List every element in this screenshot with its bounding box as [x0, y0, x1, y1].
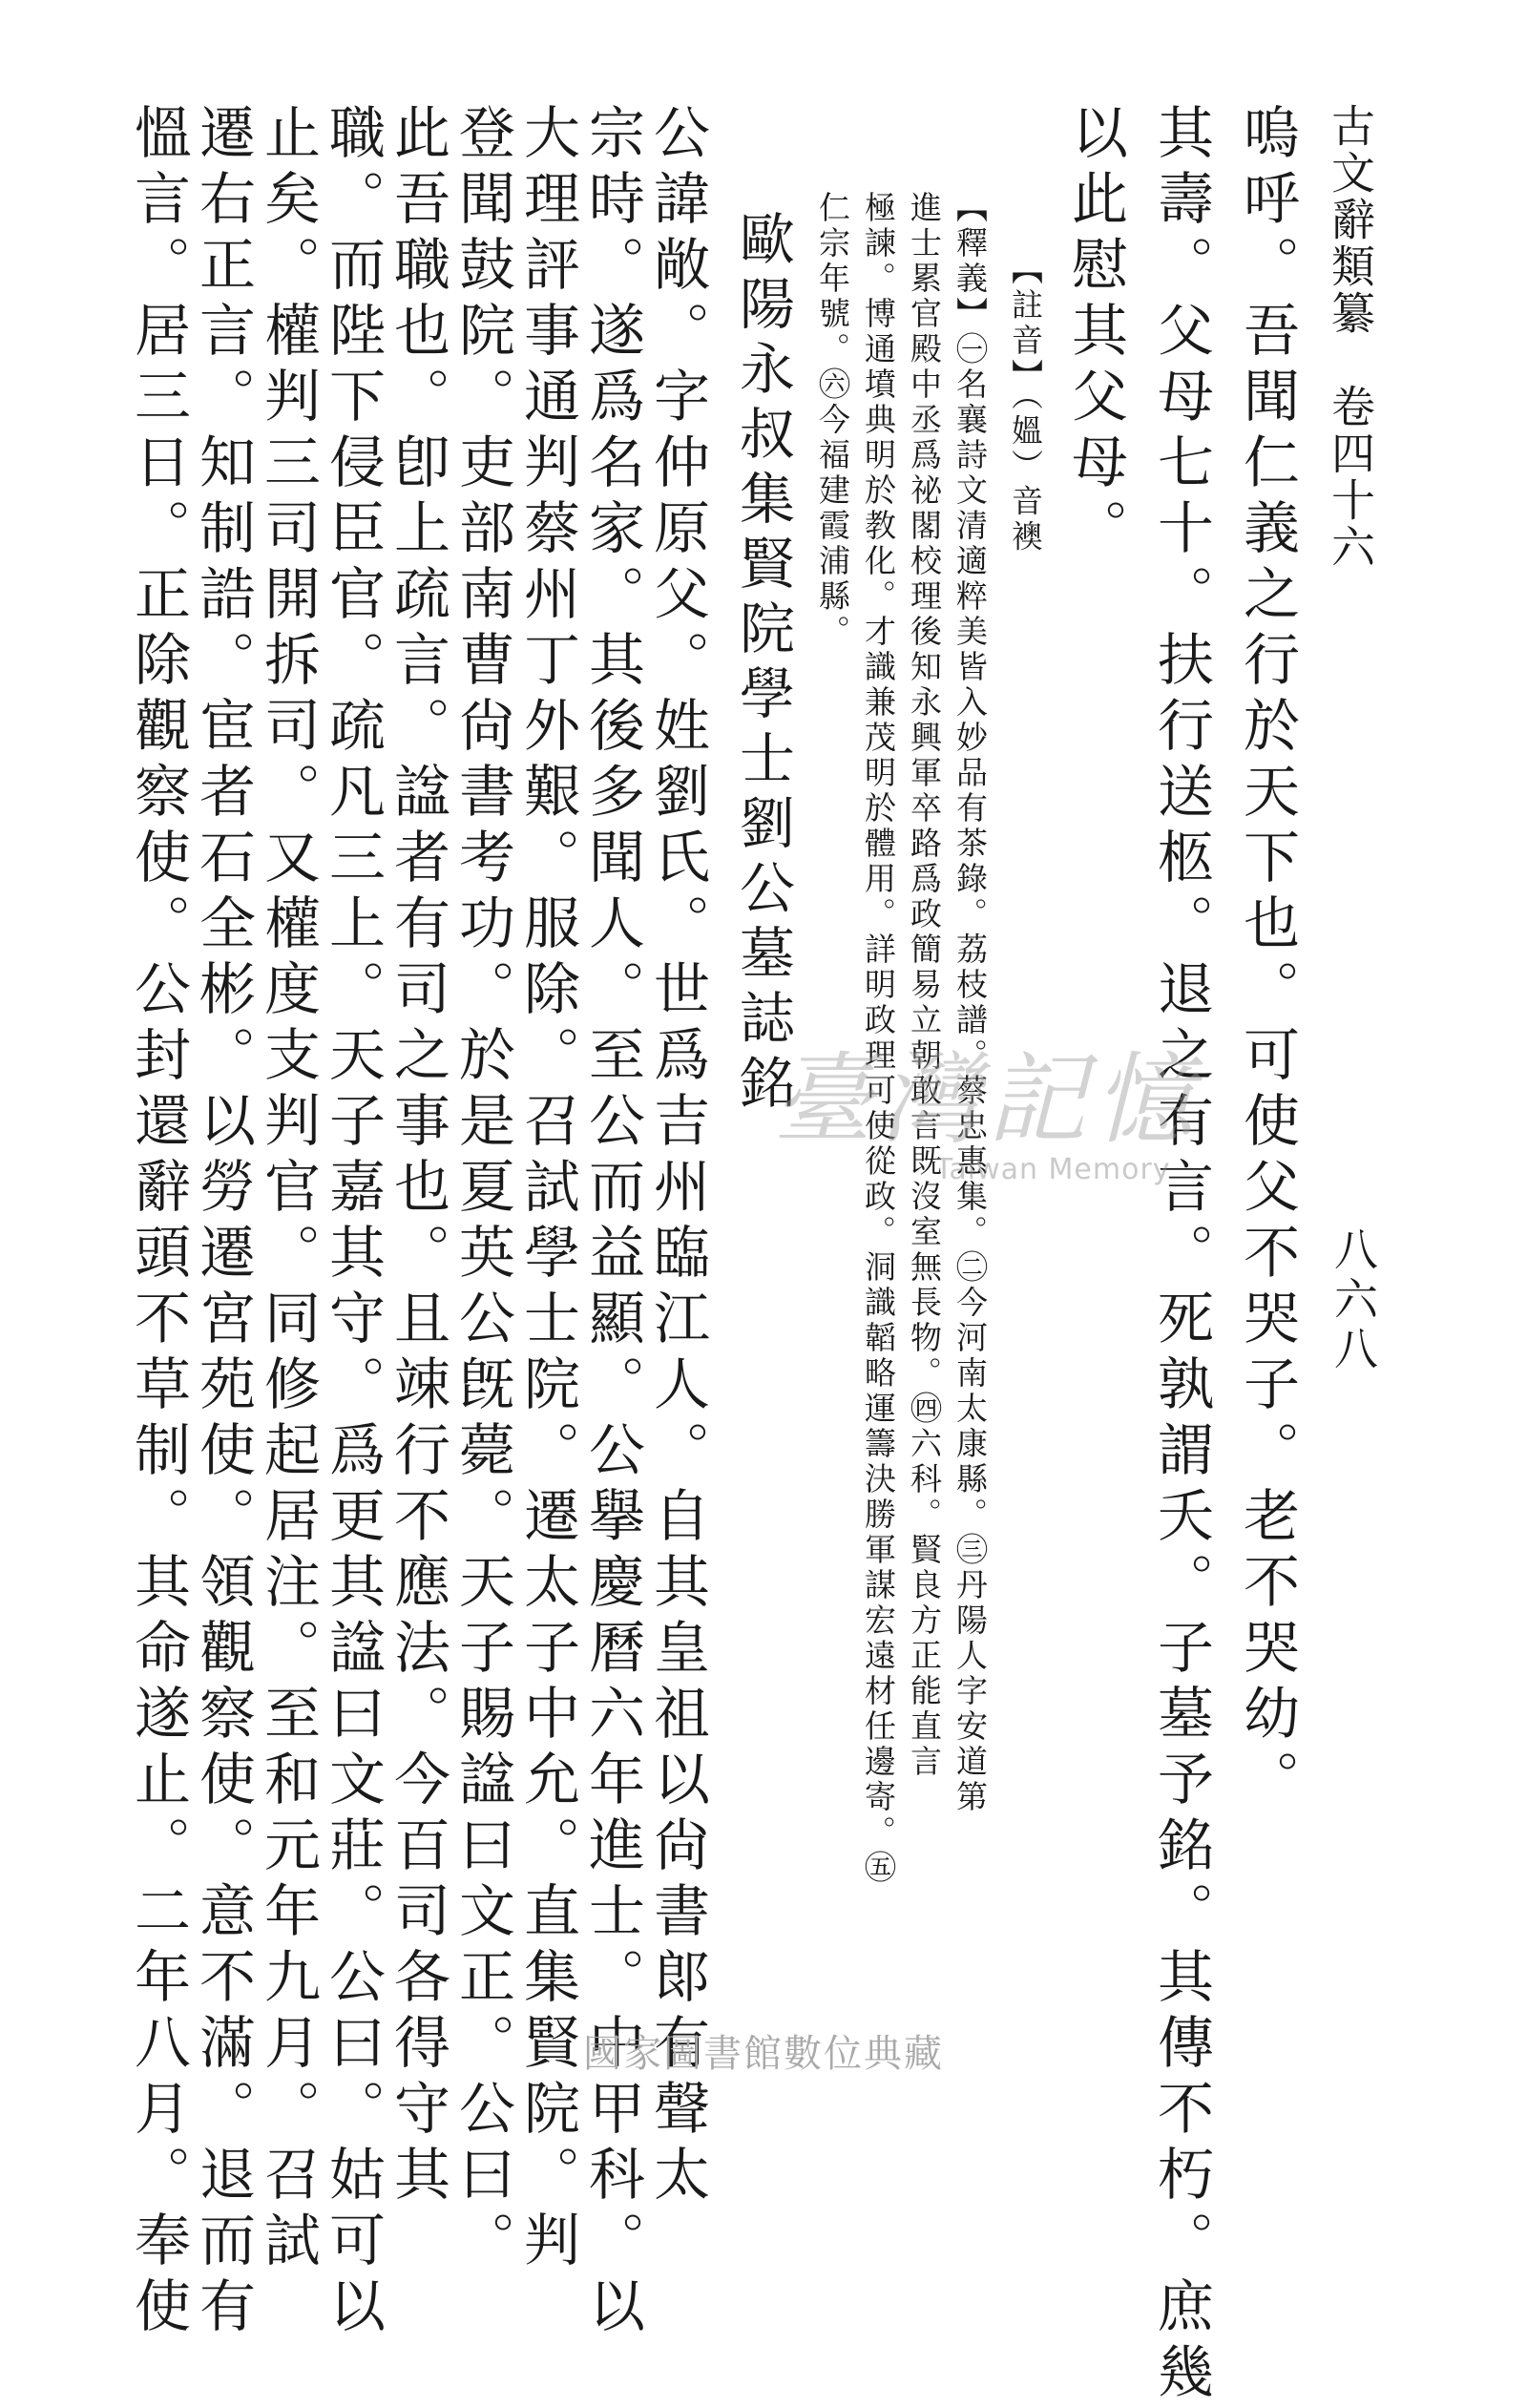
footer-credit: 國家圖書館數位典藏 — [583, 2032, 944, 2076]
running-header: 古文辭類纂 卷四十六 — [1325, 103, 1376, 571]
body-text-line: 止矣。權判三司開拆司。又權度支判官。同修起居注。至和元年九月。召試 — [255, 103, 321, 2276]
main-text-line: 其壽。父母七十。扶行送柩。退之有言。死孰謂夭。子墓予銘。其傳不朽。庶幾 — [1148, 103, 1214, 2408]
note-line: 【註音】（媼）音襖 — [1007, 253, 1044, 555]
watermark-subtext: Taiwan Memory — [935, 1153, 1171, 1186]
note-line: 仁宗年號。㊅今福建霞浦縣。 — [814, 191, 851, 650]
main-text-line: 以此慰其父母。 — [1062, 103, 1128, 564]
note-line: 進士累官殿中丞爲祕閣校理後知永興軍卒路爲政簡易立朝敢言既沒室無長物。㊃六科。賢良方正能直言 — [906, 191, 943, 1780]
page-number: 八六八 — [1328, 1226, 1379, 1375]
section-title: 歐陽永叔集賢院學士劉公墓誌銘 — [730, 210, 795, 1119]
body-text-line: 公諱敞。字仲原父。姓劉氏。世爲吉州臨江人。自其皇祖以尙書郞有聲太 — [644, 103, 710, 2210]
main-text-line: 嗚呼。吾聞仁義之行於天下也。可使父不哭子。老不哭幼。 — [1234, 103, 1300, 1815]
body-text-line: 遷右正言。知制誥。宦者石全彬。以勞遷宮苑使。領觀察使。意不滿。退而有 — [190, 103, 256, 2342]
body-text-line: 職。而陛下侵臣官。疏凡三上。天子嘉其守。爲更其諡曰文莊。公曰。姑可以 — [320, 103, 386, 2342]
body-text-line: 宗時。遂爲名家。其後多聞人。至公而益顯。公擧慶曆六年進士。中甲科。以 — [579, 103, 645, 2342]
watermark-text: 臺灣記憶 — [773, 1041, 1202, 1158]
note-line: 極諫。博通墳典明於教化。才識兼茂明於體用。詳明政理可使從政。洞識韜略運籌決勝軍謀宏遠材任邊寄。㊄ — [860, 191, 897, 1886]
note-line: 【釋義】㊀名襄詩文清適粹美皆入妙品有茶錄。荔枝譜。蔡忠惠集。㊁今河南太康縣。㊂丹陽人字安道第 — [952, 191, 989, 1815]
body-text-line: 此吾職也。卽上疏言。諡者有司之事也。且竦行不應法。今百司各得守其 — [385, 103, 450, 2210]
body-text-line: 登聞鼓院。吏部南曹尙書考功。於是夏英公旣薨。天子賜諡曰文正。公曰。 — [450, 103, 515, 2276]
body-text-line: 大理評事通判蔡州丁外艱。服除。召試學士院。遷太子中允。直集賢院。判 — [514, 103, 580, 2276]
body-text-line: 慍言。居三日。正除觀察使。公封還辭頭不草制。其命遂止。二年八月。奉使 — [125, 103, 191, 2342]
